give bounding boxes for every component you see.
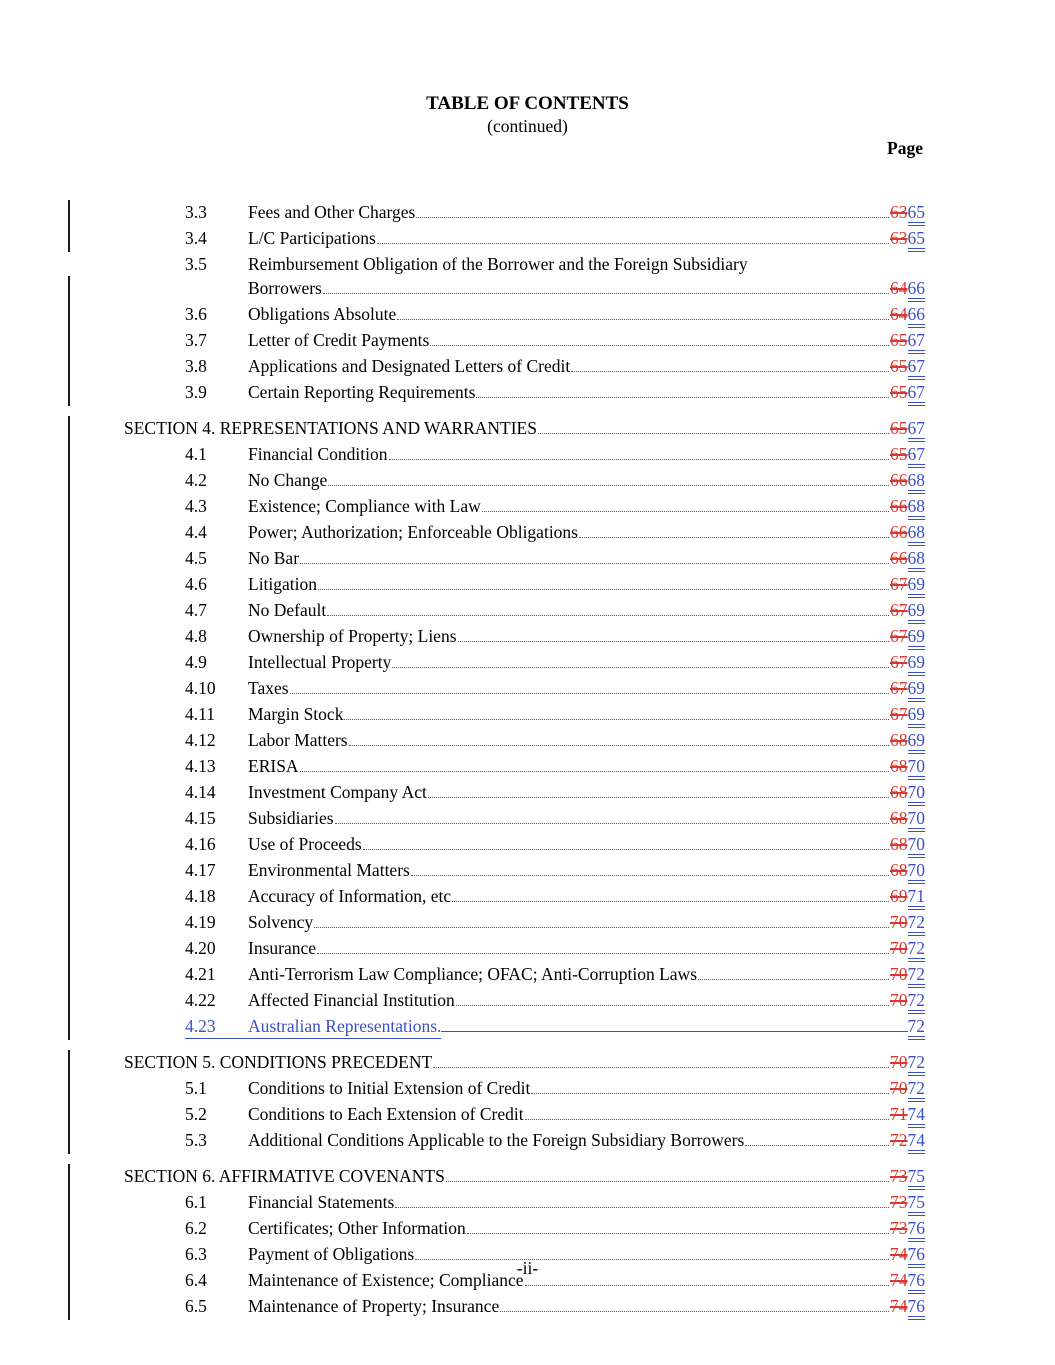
- page-numbers: [890, 936, 925, 962]
- toc-entry-row: [124, 832, 925, 858]
- deleted-page-number: 64: [890, 278, 908, 298]
- entry-title: Financial Statements: [248, 1192, 395, 1212]
- deleted-page-number: 66: [890, 522, 908, 542]
- deleted-page-number: 74: [890, 1296, 908, 1316]
- page-numbers: [890, 354, 925, 380]
- inserted-page-number: 72: [908, 939, 926, 962]
- entry-number: 5.2: [185, 1104, 207, 1124]
- inserted-page-number: 75: [908, 1193, 926, 1216]
- page-numbers: [890, 1050, 925, 1076]
- page-numbers: [890, 780, 925, 806]
- dot-leader: [290, 693, 889, 694]
- page-numbers: [890, 832, 925, 858]
- inserted-page-number: 69: [908, 705, 926, 728]
- dot-leader: [446, 1181, 889, 1182]
- toc-entry-row: [124, 328, 925, 354]
- toc-section-row: [124, 1164, 925, 1190]
- deleted-page-number: 70: [890, 1052, 908, 1072]
- toc-entry-row: [124, 754, 925, 780]
- deleted-page-number: 68: [890, 808, 908, 828]
- deleted-page-number: 67: [890, 574, 908, 594]
- deleted-page-number: 67: [890, 626, 908, 646]
- page-numbers: [890, 1102, 925, 1128]
- inserted-page-number: 74: [908, 1105, 926, 1128]
- page-numbers: [890, 1190, 925, 1216]
- entry-title: Maintenance of Existence; Compliance: [248, 1270, 524, 1290]
- inserted-page-number: 69: [908, 679, 926, 702]
- dot-leader: [416, 217, 889, 218]
- inserted-page-number: 68: [908, 549, 926, 572]
- toc-entry-row: [124, 252, 925, 276]
- inserted-page-number: 67: [908, 357, 926, 380]
- entry-title: No Default: [248, 600, 327, 620]
- entry-number: 4.11: [185, 704, 215, 724]
- page-numbers: [908, 1014, 926, 1040]
- entry-title: Payment of Obligations: [248, 1244, 415, 1264]
- entry-number: 4.19: [185, 912, 216, 932]
- page-numbers: [890, 226, 925, 252]
- dot-leader: [531, 1093, 889, 1094]
- entry-title: Ownership of Property; Liens: [248, 626, 457, 646]
- toc-entry-row: [124, 806, 925, 832]
- deleted-page-number: 69: [890, 886, 908, 906]
- entry-number: 4.22: [185, 990, 216, 1010]
- page-numbers: [890, 884, 925, 910]
- toc-header: [0, 0, 1055, 159]
- page-numbers: [890, 1076, 925, 1102]
- deleted-page-number: 67: [890, 600, 908, 620]
- inserted-page-number: 69: [908, 575, 926, 598]
- dot-leader: [482, 511, 889, 512]
- inserted-page-number: 76: [908, 1297, 926, 1320]
- entry-title: Use of Proceeds: [248, 834, 362, 854]
- dot-leader: [395, 1207, 889, 1208]
- toc-section-row: [124, 416, 925, 442]
- deleted-page-number: 71: [890, 1104, 908, 1124]
- entry-title: No Change: [248, 470, 328, 490]
- deleted-page-number: 70: [890, 912, 908, 932]
- deleted-page-number: 70: [890, 964, 908, 984]
- entry-title: Maintenance of Property; Insurance: [248, 1296, 500, 1316]
- inserted-page-number: 74: [908, 1131, 926, 1154]
- dot-leader: [349, 745, 889, 746]
- deleted-page-number: 68: [890, 782, 908, 802]
- entry-number: 4.14: [185, 782, 216, 802]
- dot-leader: [327, 615, 889, 616]
- inserted-page-number: 70: [908, 861, 926, 884]
- inserted-page-number: 67: [908, 419, 926, 442]
- page-numbers: [890, 624, 925, 650]
- page-numbers: [890, 676, 925, 702]
- toc-entry-row: [124, 1014, 925, 1040]
- entry-number: 4.13: [185, 756, 216, 776]
- dot-leader: [458, 641, 889, 642]
- inserted-page-number: 72: [908, 1053, 926, 1076]
- entry-title: Fees and Other Charges: [248, 202, 416, 222]
- entry-number: 4.17: [185, 860, 216, 880]
- toc-entry-row: [124, 910, 925, 936]
- toc-entry-row: [124, 494, 925, 520]
- inserted-page-number: 71: [908, 887, 926, 910]
- deleted-page-number: 73: [890, 1218, 908, 1238]
- entry-title: Labor Matters: [248, 730, 348, 750]
- toc-entry-row: [124, 702, 925, 728]
- entry-number: 4.1: [185, 444, 207, 464]
- page-numbers: [890, 754, 925, 780]
- inserted-page-number: 69: [908, 653, 926, 676]
- toc-entry-row: [124, 884, 925, 910]
- entry-number: 6.1: [185, 1192, 207, 1212]
- entry-number: 4.23: [185, 1014, 248, 1039]
- entry-title: Litigation: [248, 574, 318, 594]
- inserted-page-number: 68: [908, 497, 926, 520]
- table-of-contents: [124, 200, 925, 1320]
- entry-number: 4.7: [185, 600, 207, 620]
- deleted-page-number: 68: [890, 756, 908, 776]
- inserted-page-number: 75: [908, 1167, 926, 1190]
- dot-leader: [317, 953, 889, 954]
- entry-title: Environmental Matters: [248, 860, 410, 880]
- page-numbers: [890, 380, 925, 406]
- deleted-page-number: 65: [890, 330, 908, 350]
- page-numbers: [890, 572, 925, 598]
- entry-number: 3.6: [185, 304, 207, 324]
- page-numbers: [890, 1216, 925, 1242]
- toc-entry-row: [124, 572, 925, 598]
- entry-title: Certificates; Other Information: [248, 1218, 466, 1238]
- dot-leader: [430, 345, 889, 346]
- dot-leader: [433, 1067, 889, 1068]
- entry-title: Applications and Designated Letters of Credit: [248, 356, 571, 376]
- inserted-page-number: 72: [908, 991, 926, 1014]
- page-numbers: [890, 520, 925, 546]
- toc-entry-row: [124, 1102, 925, 1128]
- dot-leader: [323, 293, 889, 294]
- toc-entry-row: [124, 650, 925, 676]
- entry-title: ERISA: [248, 756, 299, 776]
- dot-leader: [745, 1145, 889, 1146]
- entry-title: Financial Condition: [248, 444, 388, 464]
- toc-entry-row: [124, 520, 925, 546]
- toc-entry-row: [124, 226, 925, 252]
- inserted-page-number: 65: [908, 203, 926, 226]
- deleted-page-number: 74: [890, 1244, 908, 1264]
- dot-leader: [456, 1005, 889, 1006]
- inserted-page-number: 72: [908, 965, 926, 988]
- entry-title: L/C Participations: [248, 228, 376, 248]
- dot-leader: [314, 927, 889, 928]
- toc-entry-row: [124, 598, 925, 624]
- entry-title: Margin Stock: [248, 704, 344, 724]
- dot-leader: [579, 537, 889, 538]
- inserted-page-number: 70: [908, 809, 926, 832]
- deleted-page-number: 70: [890, 1078, 908, 1098]
- toc-entry-row: [124, 858, 925, 884]
- entry-title: Solvency: [248, 912, 314, 932]
- dot-leader: [377, 243, 889, 244]
- section-heading: SECTION 4. REPRESENTATIONS AND WARRANTIES: [124, 418, 537, 438]
- entry-number: 6.2: [185, 1218, 207, 1238]
- entry-title: Power; Authorization; Enforceable Obligations: [248, 522, 578, 542]
- entry-title: Subsidiaries: [248, 808, 334, 828]
- toc-entry-continuation-row: [124, 276, 925, 302]
- entry-number: 4.18: [185, 886, 216, 906]
- toc-entry-row: [124, 624, 925, 650]
- page-numbers: [890, 1128, 925, 1154]
- section-heading: SECTION 6. AFFIRMATIVE COVENANTS: [124, 1166, 445, 1186]
- dot-leader: [363, 849, 889, 850]
- inserted-page-number: 69: [908, 601, 926, 624]
- entry-title: Investment Company Act: [248, 782, 427, 802]
- inserted-page-number: 66: [908, 279, 926, 302]
- entry-title: Conditions to Initial Extension of Credit: [248, 1078, 531, 1098]
- toc-entry-row: [124, 936, 925, 962]
- inserted-page-number: 70: [908, 835, 926, 858]
- entry-number: 4.10: [185, 678, 216, 698]
- page-numbers: [890, 442, 925, 468]
- inserted-page-number: 70: [908, 783, 926, 806]
- entry-number: 6.4: [185, 1270, 207, 1290]
- entry-title: Taxes: [248, 678, 289, 698]
- dot-leader: [300, 771, 889, 772]
- entry-number: 4.8: [185, 626, 207, 646]
- inserted-page-number: 70: [908, 757, 926, 780]
- dot-leader: [328, 485, 889, 486]
- toc-entry-row: [124, 1076, 925, 1102]
- deleted-page-number: 65: [890, 444, 908, 464]
- page-numbers: [890, 1294, 925, 1320]
- deleted-page-number: 64: [890, 304, 908, 324]
- inserted-page-number: 76: [908, 1219, 926, 1242]
- toc-entry-row: [124, 1216, 925, 1242]
- inserted-page-number: 67: [908, 383, 926, 406]
- entry-number: 4.9: [185, 652, 207, 672]
- entry-number: 5.1: [185, 1078, 207, 1098]
- deleted-page-number: 67: [890, 704, 908, 724]
- dot-leader: [300, 563, 889, 564]
- page-title: TABLE OF CONTENTS: [426, 93, 629, 114]
- dot-leader: [525, 1119, 889, 1120]
- inserted-page-number: 69: [908, 627, 926, 650]
- dot-leader: [318, 589, 889, 590]
- entry-number: 3.4: [185, 228, 207, 248]
- dot-leader: [389, 459, 889, 460]
- entry-title: Accuracy of Information, etc: [248, 886, 452, 906]
- toc-entry-row: [124, 1294, 925, 1320]
- entry-number: 4.4: [185, 522, 207, 542]
- dot-leader: [335, 823, 889, 824]
- entry-title: Obligations Absolute: [248, 304, 397, 324]
- entry-title: Reimbursement Obligation of the Borrower and the Foreign Subsidiary: [248, 254, 748, 274]
- entry-title: Certain Reporting Requirements: [248, 382, 476, 402]
- page-numbers: [890, 702, 925, 728]
- entry-title: Letter of Credit Payments: [248, 330, 430, 350]
- entry-number: 5.3: [185, 1130, 207, 1150]
- dot-leader: [476, 397, 889, 398]
- inserted-page-number: 72: [908, 1017, 926, 1040]
- deleted-page-number: 68: [890, 834, 908, 854]
- dot-leader: [428, 797, 889, 798]
- toc-entry-row: [124, 962, 925, 988]
- page-numbers: [890, 1164, 925, 1190]
- inserted-page-number: 72: [908, 913, 926, 936]
- page-column-label: Page: [887, 138, 923, 158]
- entry-number: 3.9: [185, 382, 207, 402]
- deleted-page-number: 66: [890, 548, 908, 568]
- entry-title: No Bar: [248, 548, 300, 568]
- dot-leader: [411, 875, 889, 876]
- inserted-page-number: 65: [908, 229, 926, 252]
- deleted-page-number: 73: [890, 1166, 908, 1186]
- deleted-page-number: 66: [890, 496, 908, 516]
- toc-entry-row: [124, 676, 925, 702]
- dot-leader: [467, 1233, 889, 1234]
- toc-entry-row: [124, 354, 925, 380]
- toc-entry-row: [124, 780, 925, 806]
- toc-entry-row: [124, 380, 925, 406]
- dot-leader: [452, 901, 889, 902]
- deleted-page-number: 65: [890, 382, 908, 402]
- entry-number: 4.20: [185, 938, 216, 958]
- page-numbers: [890, 598, 925, 624]
- entry-number: 3.5: [185, 254, 207, 274]
- page-numbers: [890, 468, 925, 494]
- page-numbers: [890, 806, 925, 832]
- entry-title: Australian Representations.: [248, 1014, 441, 1039]
- dot-leader: [397, 319, 889, 320]
- deleted-page-number: 63: [890, 202, 908, 222]
- deleted-page-number: 66: [890, 470, 908, 490]
- toc-entry-row: [124, 1128, 925, 1154]
- dot-leader: [571, 371, 889, 372]
- inserted-page-number: 66: [908, 305, 926, 328]
- entry-title: Existence; Compliance with Law: [248, 496, 481, 516]
- entry-number: 4.6: [185, 574, 207, 594]
- page-numbers: [890, 650, 925, 676]
- entry-number: 4.12: [185, 730, 216, 750]
- toc-entry-row: [124, 1190, 925, 1216]
- page-numbers: [890, 200, 925, 226]
- entry-number: 3.3: [185, 202, 207, 222]
- page-numbers: [890, 494, 925, 520]
- inserted-page-number: 76: [908, 1245, 926, 1268]
- entry-number: 4.16: [185, 834, 216, 854]
- toc-entry-row: [124, 546, 925, 572]
- page-numbers: [890, 546, 925, 572]
- entry-title: Conditions to Each Extension of Credit: [248, 1104, 524, 1124]
- deleted-page-number: 68: [890, 860, 908, 880]
- entry-title: Insurance: [248, 938, 317, 958]
- entry-number: 4.15: [185, 808, 216, 828]
- toc-section-row: [124, 1050, 925, 1076]
- entry-number: 4.2: [185, 470, 207, 490]
- entry-number: 4.3: [185, 496, 207, 516]
- toc-entry-row: [124, 468, 925, 494]
- deleted-page-number: 72: [890, 1130, 908, 1150]
- deleted-page-number: 74: [890, 1270, 908, 1290]
- page-numbers: [890, 328, 925, 354]
- page-numbers: [890, 302, 925, 328]
- entry-number: 4.21: [185, 964, 216, 984]
- inserted-page-number: 68: [908, 471, 926, 494]
- deleted-page-number: 65: [890, 418, 908, 438]
- inserted-page-number: 76: [908, 1271, 926, 1294]
- entry-title: Affected Financial Institution: [248, 990, 455, 1010]
- page-numbers: [890, 416, 925, 442]
- inserted-page-number: 72: [908, 1079, 926, 1102]
- entry-number: 3.7: [185, 330, 207, 350]
- entry-title: Anti-Terrorism Law Compliance; OFAC; Anti-Corruption Laws: [248, 964, 698, 984]
- entry-number: 3.8: [185, 356, 207, 376]
- inserted-page-number: 67: [908, 331, 926, 354]
- entry-title: Intellectual Property: [248, 652, 392, 672]
- dot-leader: [392, 667, 889, 668]
- deleted-page-number: 70: [890, 990, 908, 1010]
- dot-leader: [698, 979, 889, 980]
- entry-title-continued: Borrowers: [248, 278, 322, 298]
- inserted-page-number: 69: [908, 731, 926, 754]
- page-numbers: [890, 910, 925, 936]
- dot-leader: [344, 719, 889, 720]
- deleted-page-number: 67: [890, 652, 908, 672]
- entry-title: Additional Conditions Applicable to the Foreign Subsidiary Borrowers: [248, 1130, 745, 1150]
- toc-entry-row: [124, 302, 925, 328]
- deleted-page-number: 65: [890, 356, 908, 376]
- toc-entry-row: [124, 442, 925, 468]
- deleted-page-number: 67: [890, 678, 908, 698]
- page-numbers: [890, 276, 925, 302]
- page-subtitle: (continued): [487, 116, 568, 136]
- dot-leader: [538, 433, 889, 434]
- dot-leader: [525, 1285, 889, 1286]
- page-numbers: [890, 728, 925, 754]
- entry-number: 6.3: [185, 1244, 207, 1264]
- deleted-page-number: 68: [890, 730, 908, 750]
- page-numbers: [890, 858, 925, 884]
- deleted-page-number: 73: [890, 1192, 908, 1212]
- page-number-footer: -ii-: [516, 1258, 539, 1278]
- page-numbers: [890, 988, 925, 1014]
- entry-number: 6.5: [185, 1296, 207, 1316]
- toc-entry-row: [124, 728, 925, 754]
- toc-entry-row: [124, 200, 925, 226]
- deleted-page-number: 63: [890, 228, 908, 248]
- section-heading: SECTION 5. CONDITIONS PRECEDENT: [124, 1052, 433, 1072]
- toc-entry-row: [124, 988, 925, 1014]
- deleted-page-number: 70: [890, 938, 908, 958]
- inserted-page-number: 68: [908, 523, 926, 546]
- inserted-underline-leader: [441, 1031, 907, 1032]
- entry-number: 4.5: [185, 548, 207, 568]
- dot-leader: [500, 1311, 889, 1312]
- page-numbers: [890, 962, 925, 988]
- inserted-page-number: 67: [908, 445, 926, 468]
